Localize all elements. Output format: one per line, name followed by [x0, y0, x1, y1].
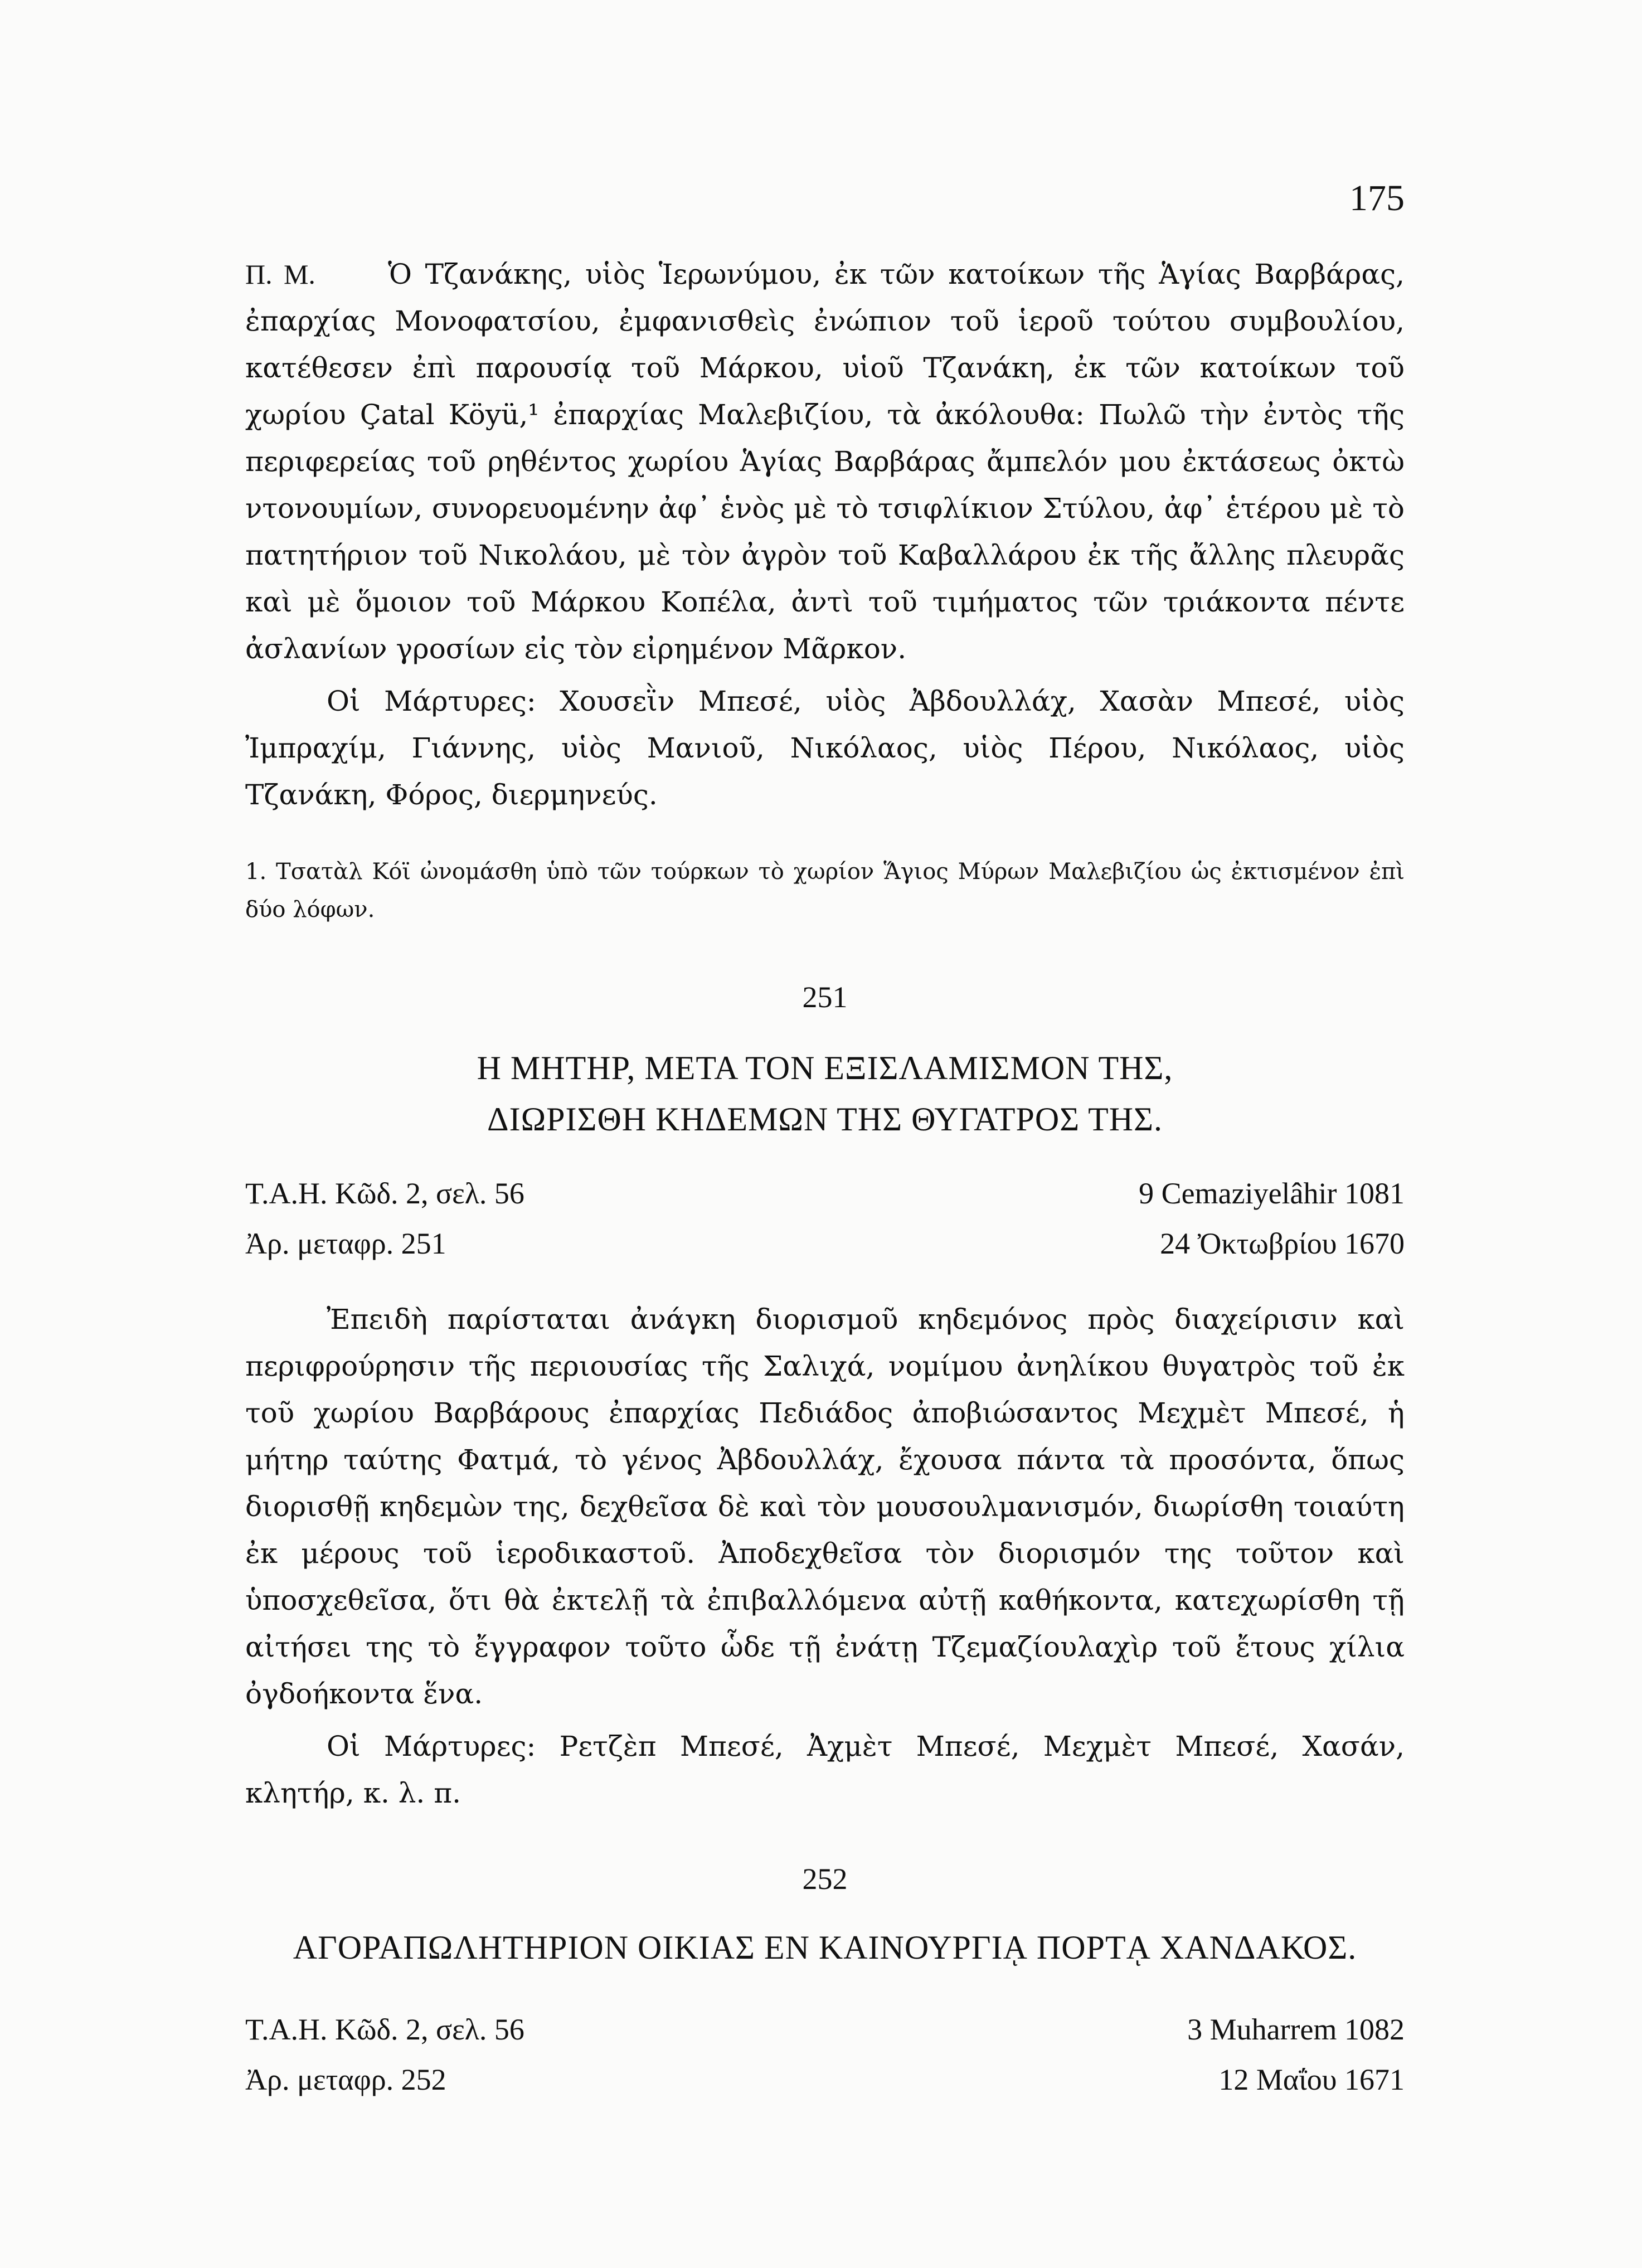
doc252-meta-row1 [245, 2012, 1405, 2047]
doc250-label: Π. Μ. [245, 259, 315, 290]
doc251-transl: Ἀρ. μεταφρ. 251 [245, 1227, 446, 1260]
doc251-paragraph [245, 1296, 1405, 1717]
doc252-title: ΑΓΟΡΑΠΩΛΗΤΗΡΙΟΝ ΟΙΚΙΑΣ ΕΝ ΚΑΙΝΟΥΡΓΙᾼ ΠΟΡΤᾼ ΧΑΝΔΑΚΟΣ. [293, 1929, 1357, 1966]
doc250-footnote-block [245, 853, 1405, 929]
page-number: 175 [1349, 178, 1405, 218]
doc252-meta-row2 [245, 2062, 1405, 2097]
doc251-witnesses: Οἱ Μάρτυρες: Ρετζὲπ Μπεσέ, Ἀχμὲτ Μπεσέ, Μεχμὲτ Μπεσέ, Χασάν, κλητήρ, κ. λ. π. [245, 1730, 1405, 1809]
doc251-number: 251 [802, 980, 848, 1014]
doc252-number: 252 [802, 1862, 848, 1896]
doc251-title-line2: ΔΙΩΡΙΣΘΗ ΚΗΔΕΜΩΝ ΤΗΣ ΘΥΓΑΤΡΟΣ ΤΗΣ. [487, 1101, 1163, 1138]
doc250-witnesses: Οἱ Μάρτυρες: Χουσεῒν Μπεσέ, υἱὸς Ἀβδουλλάχ, Χασὰν Μπεσέ, υἱὸς Ἰμπραχίμ, Γιάννης, υἱὸς Μανιοῦ, Νικόλαος, υἱὸς Πέρου, Νικόλαος, υἱὸς Τζανάκη, Φόρος, διερμηνεύς. [245, 685, 1405, 811]
doc251-title-line1: Η ΜΗΤΗΡ, ΜΕΤΑ ΤΟΝ ΕΞΙΣΛΑΜΙΣΜΟΝ ΤΗΣ, [477, 1050, 1173, 1086]
doc251-meta-row1 [245, 1176, 1405, 1211]
doc251-witnesses-paragraph [245, 1723, 1405, 1817]
doc251-title [245, 1042, 1405, 1145]
doc252-ref: Τ.Α.Η. Κῶδ. 2, σελ. 56 [245, 2013, 524, 2046]
doc251-date-hijri: 9 Cemaziyelâhir 1081 [1139, 1177, 1405, 1210]
footnote-text: 1. Τσατὰλ Κόϊ ὠνομάσθη ὑπὸ τῶν τούρκων τὸ χωρίον Ἅγιος Μύρων Μαλεβιζίου ὡς ἐκτισμένον ἐπὶ δύο λόφων. [245, 859, 1405, 922]
doc251-body [245, 1296, 1405, 1817]
doc252-date-greg: 12 Μαΐου 1671 [1218, 2063, 1405, 2096]
doc250-text: Ὁ Τζανάκης, υἱὸς Ἱερωνύμου, ἐκ τῶν κατοίκων τῆς Ἁγίας Βαρβάρας, ἐπαρχίας Μονοφατσίου, ἐμφανισθεὶς ἐνώπιον τοῦ ἱεροῦ τούτου συμβουλίου, κατέθεσεν ἐπὶ παρουσίᾳ τοῦ Μάρκου, υἱοῦ Τζανάκη, ἐκ τῶν κατοίκων τοῦ χωρίου Çatal Köyü,¹ ἐπαρχίας Μαλεβιζίου, τὰ ἀκόλουθα: Πωλῶ τὴν ἐντὸς τῆς περιφερείας τοῦ ρηθέντος χωρίου Ἁγίας Βαρβάρας ἄμπελόν μου ἐκτάσεως ὀκτὼ ντονουμίων, συνορευομένην ἀφ᾽ ἑνὸς μὲ τὸ τσιφλίκιον Στύλου, ἀφ᾽ ἑτέρου μὲ τὸ πατητήριον τοῦ Νικολάου, μὲ τὸν ἀγρὸν τοῦ Καβαλλάρου ἐκ τῆς ἄλλης πλευρᾶς καὶ μὲ ὅμοιον τοῦ Μάρκου Κοπέλα, ἀντὶ τοῦ τιμήματος τῶν τριάκοντα πέντε ἀσλανίων γροσίων εἰς τὸν εἰρημένον Μᾶρκον. [245, 258, 1405, 665]
doc252-transl: Ἀρ. μεταφρ. 252 [245, 2063, 446, 2096]
doc251-text: Ἐπειδὴ παρίσταται ἀνάγκη διορισμοῦ κηδεμόνος πρὸς διαχείρισιν καὶ περιφρούρησιν τῆς περιουσίας τῆς Σαλιχά, νομίμου ἀνηλίκου θυγατρὸς τοῦ ἐκ τοῦ χωρίου Βαρβάρους ἐπαρχίας Πεδιάδος ἀποβιώσαντος Μεχμὲτ Μπεσέ, ἡ μήτηρ ταύτης Φατμά, τὸ γένος Ἀβδουλλάχ, ἔχουσα πάντα τὰ προσόντα, ὅπως διορισθῇ κηδεμὼν της, δεχθεῖσα δὲ καὶ τὸν μουσουλμανισμόν, διωρίσθη τοιαύτη ἐκ μέρους τοῦ ἱεροδικαστοῦ. Ἀποδεχθεῖσα τὸν διορισμόν της τοῦτον καὶ ὑποσχεθεῖσα, ὅτι θὰ ἐκτελῇ τὰ ἐπιβαλλόμενα αὐτῇ καθήκοντα, κατεχωρίσθη τῇ αἰτήσει της τὸ ἔγγραφον τοῦτο ὧδε τῇ ἐνάτῃ Τζεμαζίουλαχὶρ τοῦ ἔτους χίλια ὀγδοήκοντα ἕνα. [245, 1303, 1405, 1710]
doc250-witnesses-paragraph [245, 678, 1405, 818]
doc251-ref: Τ.Α.Η. Κῶδ. 2, σελ. 56 [245, 1177, 524, 1210]
doc252-date-hijri: 3 Muharrem 1082 [1187, 2013, 1405, 2046]
doc250-paragraph [245, 251, 1405, 672]
doc251-date-greg: 24 Ὀκτωβρίου 1670 [1160, 1227, 1405, 1260]
doc250-body [245, 251, 1405, 818]
doc250-footnote [245, 853, 1405, 929]
doc251-meta-row2 [245, 1226, 1405, 1261]
